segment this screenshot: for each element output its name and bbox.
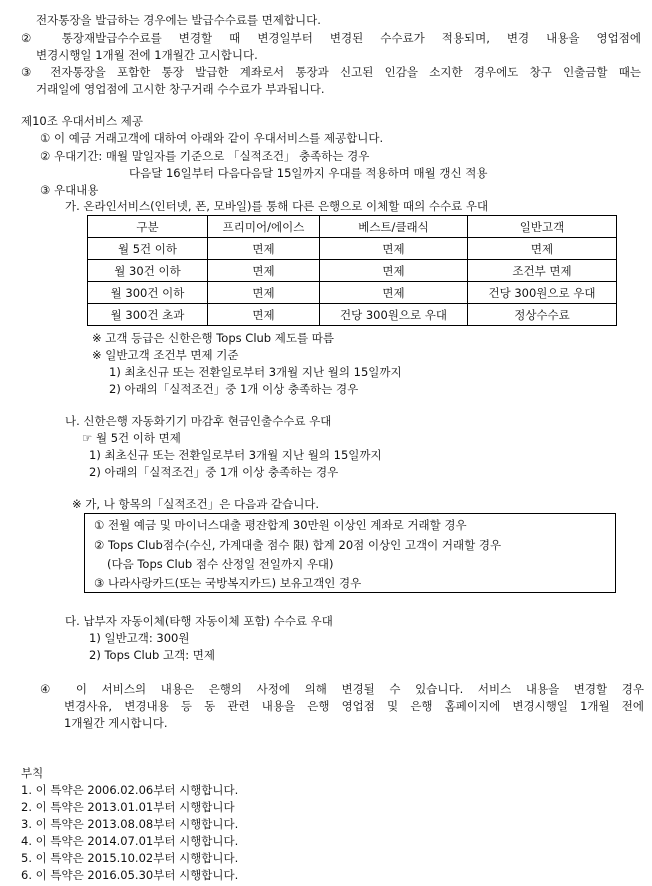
table-cell: 면제 <box>208 260 320 282</box>
clause-4-line-2: 변경사유, 변경내용 등 동 관련 내용을 은행 영업점 및 은행 홈페이지에 변경시행일 1개월 전에 <box>64 699 644 713</box>
table-row <box>88 238 617 260</box>
clause-3: ③ 우대내용 <box>40 183 99 197</box>
transfer-fee-table <box>87 215 617 326</box>
intro-item-2-line-1: ② 통장재발급수수료를 변경할 때 변경일부터 변경된 수수료가 적용되며, 변경 내용을 영업점에 <box>21 31 641 45</box>
table-cell: 면제 <box>320 260 468 282</box>
table-cell: 면제 <box>208 238 320 260</box>
note-grade: ※ 고객 등급은 신한은행 Tops Club 제도를 따름 <box>92 331 334 345</box>
table-cell: 면제 <box>468 238 617 260</box>
item-na-condition-2: 2) 아래의「실적조건」중 1개 이상 충족하는 경우 <box>89 465 339 479</box>
table-cell: 정상수수료 <box>468 304 617 326</box>
table-header-cell: 구분 <box>88 216 208 238</box>
table-header-cell: 일반고객 <box>468 216 617 238</box>
table-cell: 면제 <box>320 282 468 304</box>
supplementary-item: 2. 이 특약은 2013.01.01부터 시행합니다 <box>21 800 235 814</box>
table-cell: 월 300건 초과 <box>88 304 208 326</box>
clause-2-continued: 다음달 16일부터 다음다음달 15일까지 우대를 적용하며 매월 갱신 적용 <box>129 166 488 180</box>
clause-4-line-1: ④ 이 서비스의 내용은 은행의 사정에 의해 변경될 수 있습니다. 서비스 내용을 변경할 경우 <box>40 682 644 696</box>
table-cell: 면제 <box>320 238 468 260</box>
intro-item-3-line-1: ③ 전자통장을 포함한 통장 발급한 계좌로서 통장과 신고된 인감을 소지한 경우에도 창구 인출금할 때는 <box>21 65 641 79</box>
item-na-condition-1: 1) 최초신규 또는 전환일로부터 3개월 지난 월의 15일까지 <box>89 448 382 462</box>
table-cell: 면제 <box>208 304 320 326</box>
table-row <box>88 260 617 282</box>
table-cell: 월 5건 이하 <box>88 238 208 260</box>
table-cell: 건당 300원으로 우대 <box>320 304 468 326</box>
supplementary-item: 6. 이 특약은 2016.05.30부터 시행합니다. <box>21 868 239 882</box>
intro-item-2-line-2: 변경시행일 1개월 전에 1개월간 고시합니다. <box>36 48 258 62</box>
item-ga-online-transfer: 가. 온라인서비스(인터넷, 폰, 모바일)를 통해 다른 은행으로 이체할 때의 수수료 우대 <box>65 199 489 213</box>
note-condition-2: 2) 아래의「실적조건」중 1개 이상 충족하는 경우 <box>109 382 359 396</box>
table-row <box>88 282 617 304</box>
table-row <box>88 304 617 326</box>
table-cell: 건당 300원으로 우대 <box>468 282 617 304</box>
table-header-cell: 프리미어/에이스 <box>208 216 320 238</box>
supplementary-title: 부칙 <box>21 766 44 780</box>
table-header-cell: 베스트/클래식 <box>320 216 468 238</box>
clause-4-line-3: 1개월간 게시합니다. <box>64 716 168 730</box>
table-cell: 월 30건 이하 <box>88 260 208 282</box>
item-na-atm: 나. 신한은행 자동화기기 마감후 현금인출수수료 우대 <box>65 414 332 428</box>
note-condition-1: 1) 최초신규 또는 전환일로부터 3개월 지난 월의 15일까지 <box>109 365 402 379</box>
supplementary-item: 1. 이 특약은 2006.02.06부터 시행합니다. <box>21 783 239 797</box>
note-general-exemption: ※ 일반고객 조건부 면제 기준 <box>92 348 239 362</box>
intro-line-1: 전자통장을 발급하는 경우에는 발급수수료를 면제합니다. <box>36 13 321 27</box>
table-cell: 조건부 면제 <box>468 260 617 282</box>
clause-1: ① 이 예금 거래고객에 대하여 아래와 같이 우대서비스를 제공합니다. <box>40 131 384 145</box>
item-da-auto-transfer: 다. 납부자 자동이체(타행 자동이체 포함) 수수료 우대 <box>65 614 333 628</box>
clause-2: ② 우대기간: 매월 말일자를 기준으로 「실적조건」 충족하는 경우 <box>40 149 370 163</box>
article-10-title: 제10조 우대서비스 제공 <box>21 114 143 128</box>
supplementary-item: 4. 이 특약은 2014.07.01부터 시행합니다. <box>21 834 239 848</box>
performance-condition-2: ② Tops Club점수(수신, 가계대출 점수 限) 합계 20점 이상인 고객이 거래할 경우 <box>94 538 502 552</box>
table-cell: 면제 <box>208 282 320 304</box>
item-da-general: 1) 일반고객: 300원 <box>89 631 190 645</box>
performance-condition-1: ① 전월 예금 및 마이너스대출 평잔합계 30만원 이상인 계좌로 거래할 경우 <box>94 518 467 532</box>
performance-condition-3: ③ 나라사랑카드(또는 국방복지카드) 보유고객인 경우 <box>94 576 362 590</box>
supplementary-item: 3. 이 특약은 2013.08.08부터 시행합니다. <box>21 817 239 831</box>
performance-condition-2-continued: (다음 Tops Club 점수 산정일 전일까지 우대) <box>107 557 334 571</box>
table-header-row <box>88 216 617 238</box>
item-da-tops-club: 2) Tops Club 고객: 면제 <box>89 648 215 662</box>
intro-item-3-line-2: 거래일에 영업점에 고시한 창구거래 수수료가 부과됩니다. <box>36 82 325 96</box>
table-cell: 월 300건 이하 <box>88 282 208 304</box>
item-na-monthly-exemption: ☞ 월 5건 이하 면제 <box>82 431 181 445</box>
performance-conditions-title: ※ 가, 나 항목의「실적조건」은 다음과 같습니다. <box>72 497 320 511</box>
supplementary-item: 5. 이 특약은 2015.10.02부터 시행합니다. <box>21 851 239 865</box>
